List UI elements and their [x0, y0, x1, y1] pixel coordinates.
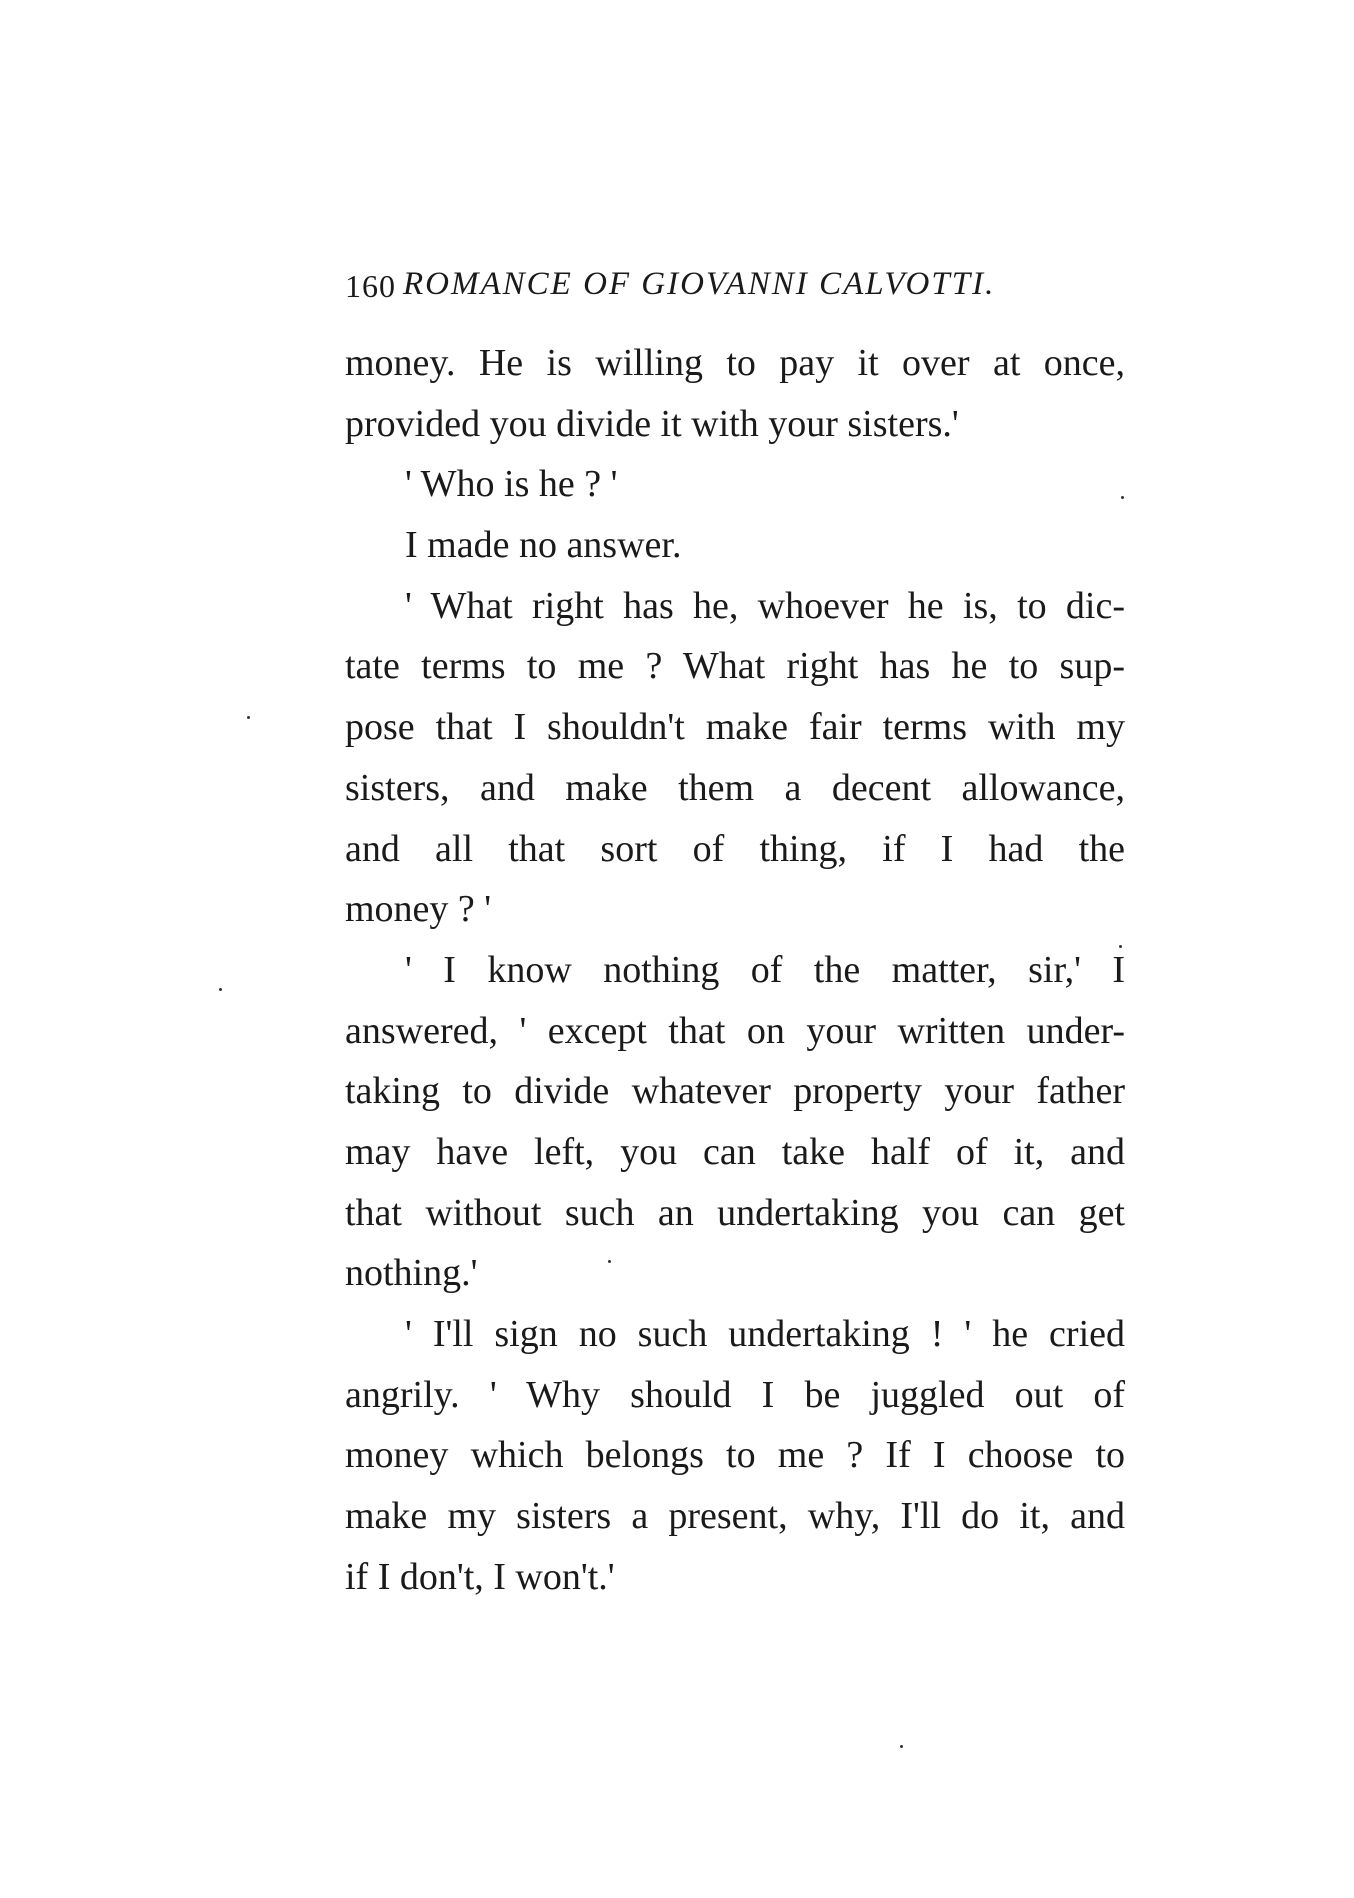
- text-line: ' What right has he, whoever he is, to dic-: [405, 584, 1125, 627]
- ink-speck: [900, 1745, 903, 1748]
- text-line: that without such an undertaking you can get: [345, 1191, 1125, 1234]
- running-head: [345, 260, 1135, 320]
- text-line: money ? ': [345, 888, 492, 931]
- text-line: provided you divide it with your sisters.': [345, 402, 959, 445]
- running-title: ROMANCE OF GIOVANNI CALVOTTI.: [403, 266, 996, 302]
- text-line: angrily. ' Why should I be juggled out of: [345, 1373, 1125, 1416]
- text-line: may have left, you can take half of it, and: [345, 1130, 1125, 1173]
- ink-speck: [608, 1260, 611, 1263]
- text-line: sisters, and make them a decent allowance,: [345, 766, 1125, 809]
- text-line: ' I'll sign no such undertaking ! ' he cried: [405, 1313, 1125, 1355]
- ink-speck: [247, 716, 250, 719]
- text-line: money which belongs to me ? If I choose to: [345, 1434, 1125, 1477]
- text-line: make my sisters a present, why, I'll do it, and: [345, 1495, 1125, 1538]
- text-line: tate terms to me ? What right has he to sup-: [345, 645, 1125, 688]
- text-line: and all that sort of thing, if I had the: [345, 827, 1125, 870]
- ink-speck: [219, 988, 222, 991]
- page-number: 160: [345, 268, 396, 304]
- text-line: I made no answer.: [405, 524, 682, 567]
- text-line: if I don't, I won't.': [345, 1555, 615, 1598]
- text-line: money. He is willing to pay it over at once,: [345, 342, 1125, 384]
- text-line: nothing.': [345, 1252, 478, 1295]
- text-line: ' I know nothing of the matter, sir,' I: [405, 948, 1125, 991]
- text-line: answered, ' except that on your written under-: [345, 1009, 1125, 1052]
- ink-speck: [1121, 496, 1124, 499]
- text-line: ' Who is he ? ': [405, 463, 618, 506]
- text-line: pose that I shouldn't make fair terms with my: [345, 706, 1125, 749]
- body-text: [345, 333, 1125, 1607]
- ink-speck: [1119, 945, 1122, 948]
- text-line: taking to divide whatever property your father: [345, 1070, 1125, 1113]
